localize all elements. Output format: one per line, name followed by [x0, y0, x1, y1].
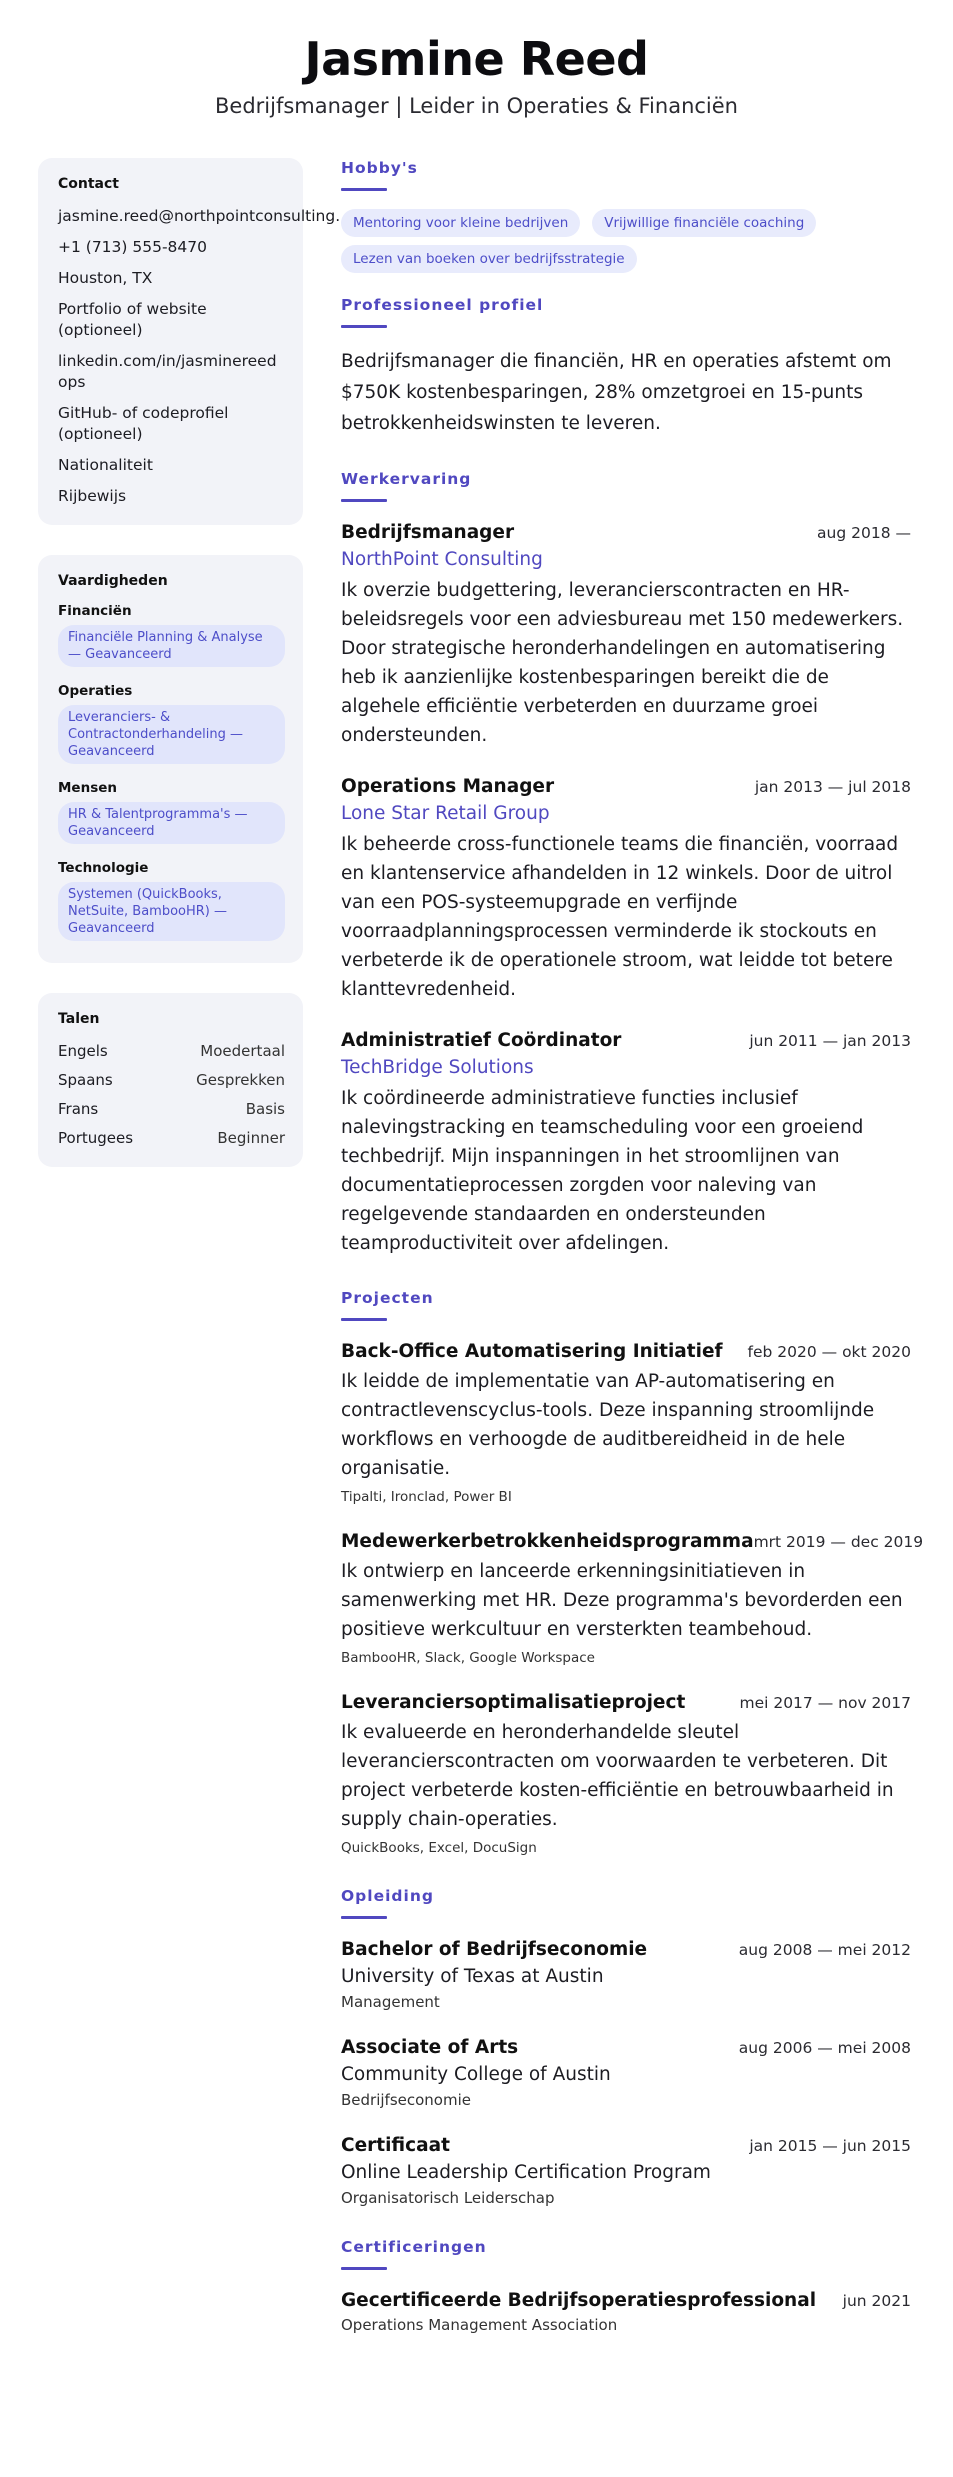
section-divider — [341, 499, 387, 502]
job-role: Administratief Coördinator — [341, 1030, 622, 1051]
language-row — [58, 1128, 285, 1149]
hobby-tag: Lezen van boeken over bedrijfsstrategie — [341, 245, 637, 273]
skill-group-title: Operaties — [58, 683, 133, 699]
section-divider — [341, 1318, 387, 1321]
language-level: Beginner — [217, 1129, 285, 1147]
certification-date: jun 2021 — [842, 2292, 911, 2310]
language-row — [58, 1070, 285, 1091]
project-tools: QuickBooks, Excel, DocuSign — [341, 1840, 537, 1856]
person-name: Jasmine Reed — [304, 32, 649, 86]
education-heading: Opleiding — [341, 1887, 434, 1905]
hobby-list — [341, 209, 911, 273]
projects-heading: Projecten — [341, 1289, 434, 1307]
skill-group-title: Mensen — [58, 780, 118, 796]
education-degree: Bachelor of Bedrijfseconomie — [341, 1939, 648, 1960]
job-company: Lone Star Retail Group — [341, 803, 550, 824]
hobbies-section — [341, 158, 911, 273]
education-date: jan 2015 — jun 2015 — [749, 2137, 911, 2155]
skill-group-title: Financiën — [58, 603, 132, 619]
hobby-tag: Mentoring voor kleine bedrijven — [341, 209, 580, 237]
job-role: Operations Manager — [341, 776, 555, 797]
skills-title: Vaardigheden — [58, 573, 168, 589]
job-description: Ik overzie budgettering, leverancierscontracten en HR-beleidsregels voor een adviesbureau met 150 medewerkers. Door strategische heronderhandelingen en automatisering heb ik aanzienlijke kostenbesparingen bereikt die de algehele efficiëntie verbeterden en duurzame groei ondersteunden. — [341, 580, 904, 746]
contact-nationality: Nationaliteit — [58, 456, 153, 474]
language-name: Engels — [58, 1042, 108, 1060]
language-row — [58, 1041, 285, 1062]
education-date: aug 2006 — mei 2008 — [738, 2039, 911, 2057]
skill-group-title: Technologie — [58, 860, 149, 876]
skill-group — [58, 860, 285, 947]
certification-name: Gecertificeerde Bedrijfsoperatiesprofessional — [341, 2290, 817, 2311]
languages-card — [38, 993, 303, 1167]
profile-section — [341, 295, 911, 439]
main-content — [341, 158, 924, 2358]
person-subtitle: Bedrijfsmanager | Leider in Operaties & Financiën — [215, 94, 738, 118]
project-entry — [341, 1529, 924, 1666]
experience-section — [341, 469, 911, 1258]
project-date: mrt 2019 — dec 2019 — [753, 1533, 924, 1551]
language-name: Spaans — [58, 1071, 113, 1089]
contact-email[interactable]: jasmine.reed@northpointconsulting. — [58, 207, 341, 225]
education-section — [341, 1886, 911, 2207]
contact-linkedin[interactable]: linkedin.com/in/jasminereedops — [58, 352, 277, 391]
education-degree: Certificaat — [341, 2135, 450, 2156]
project-description: Ik ontwierp en lanceerde erkenningsinitiatieven in samenwerking met HR. Deze programma's bevorderden een positieve werkcultuur en versterkten teambehoud. — [341, 1561, 903, 1640]
education-entry — [341, 1937, 911, 2011]
skill-pill: Systemen (QuickBooks, NetSuite, BambooHR) — Geavanceerd — [58, 882, 285, 941]
section-divider — [341, 1916, 387, 1919]
project-tools: BambooHR, Slack, Google Workspace — [341, 1650, 595, 1666]
skill-group — [58, 683, 285, 770]
experience-entry — [341, 774, 911, 1004]
project-tools: Tipalti, Ironclad, Power BI — [341, 1489, 512, 1505]
job-date: aug 2018 — — [817, 524, 911, 542]
projects-section — [341, 1288, 924, 1856]
certification-issuer: Operations Management Association — [341, 2316, 618, 2334]
contact-phone[interactable]: +1 (713) 555-8470 — [58, 238, 208, 256]
job-role: Bedrijfsmanager — [341, 522, 515, 543]
certifications-section — [341, 2237, 911, 2334]
contact-license: Rijbewijs — [58, 487, 127, 505]
project-name: Medewerkerbetrokkenheidsprogramma — [341, 1531, 754, 1552]
education-school: University of Texas at Austin — [341, 1966, 604, 1987]
project-name: Back-Office Automatisering Initiatief — [341, 1341, 723, 1362]
profile-text: Bedrijfsmanager die financiën, HR en operaties afstemt om $750K kostenbesparingen, 28% omzetgroei en 15-punts betrokkenheidswinsten te leveren. — [341, 351, 892, 434]
education-entry — [341, 2035, 911, 2109]
hobbies-heading: Hobby's — [341, 159, 418, 177]
education-school: Online Leadership Certification Program — [341, 2162, 711, 2183]
skill-pill: Leveranciers- & Contractonderhandeling — Geavanceerd — [58, 705, 285, 764]
job-description: Ik coördineerde administratieve functies inclusief nalevingstracking en teamscheduling voor een groeiend techbedrijf. Mijn inspanningen in het stroomlijnen van documentatieprocessen zorgden voor naleving van regelgevende standaarden en ondersteunden teamproductiviteit over afdelingen. — [341, 1088, 864, 1254]
language-name: Frans — [58, 1100, 99, 1118]
certifications-heading: Certificeringen — [341, 2238, 487, 2256]
experience-entry — [341, 1028, 911, 1258]
language-level: Moedertaal — [200, 1042, 285, 1060]
job-company: NorthPoint Consulting — [341, 549, 543, 570]
profile-heading: Professioneel profiel — [341, 296, 544, 314]
sidebar — [38, 158, 341, 1197]
skill-group — [58, 780, 285, 850]
project-entry — [341, 1690, 911, 1856]
skill-pill: HR & Talentprogramma's — Geavanceerd — [58, 802, 285, 844]
language-level: Basis — [245, 1100, 285, 1118]
contact-portfolio[interactable]: Portfolio of website (optioneel) — [58, 300, 207, 339]
experience-entry — [341, 520, 911, 750]
section-divider — [341, 188, 387, 191]
language-name: Portugees — [58, 1129, 134, 1147]
resume-header — [0, 0, 953, 120]
hobby-tag: Vrijwillige financiële coaching — [592, 209, 816, 237]
education-date: aug 2008 — mei 2012 — [738, 1941, 911, 1959]
job-date: jun 2011 — jan 2013 — [749, 1032, 911, 1050]
language-level: Gesprekken — [196, 1071, 285, 1089]
skill-pill: Financiële Planning & Analyse — Geavanceerd — [58, 625, 285, 667]
project-name: Leveranciersoptimalisatieproject — [341, 1692, 686, 1713]
skill-group — [58, 603, 285, 673]
education-school: Community College of Austin — [341, 2064, 611, 2085]
education-entry — [341, 2133, 911, 2207]
education-field: Organisatorisch Leiderschap — [341, 2189, 555, 2207]
skills-card — [38, 555, 303, 963]
job-company: TechBridge Solutions — [341, 1057, 534, 1078]
contact-card — [38, 158, 341, 525]
section-divider — [341, 2267, 387, 2270]
languages-title: Talen — [58, 1011, 100, 1027]
education-degree: Associate of Arts — [341, 2037, 519, 2058]
contact-github[interactable]: GitHub- of codeprofiel (optioneel) — [58, 404, 229, 443]
project-description: Ik leidde de implementatie van AP-automatisering en contractlevenscyclus-tools. Deze inspanning stroomlijnde workflows en verhoogde de auditbereidheid in de hele organisatie. — [341, 1371, 875, 1479]
education-field: Management — [341, 1993, 440, 2011]
project-date: feb 2020 — okt 2020 — [747, 1343, 911, 1361]
section-divider — [341, 325, 387, 328]
project-description: Ik evalueerde en heronderhandelde sleutel leverancierscontracten om voorwaarden te verbeteren. Dit project verbeterde kosten-efficiëntie en betrouwbaarheid in supply chain-operaties. — [341, 1722, 894, 1830]
project-date: mei 2017 — nov 2017 — [739, 1694, 911, 1712]
certification-entry — [341, 2288, 911, 2334]
job-date: jan 2013 — jul 2018 — [754, 778, 911, 796]
job-description: Ik beheerde cross-functionele teams die financiën, voorraad en klantenservice afhandelden in 12 winkels. Door de uitrol van een POS-systeemupgrade en verfijnde voorraadplanningsprocessen verminderde ik stockouts en verbeterde ik de operationele stroom, wat leidde tot betere klanttevredenheid. — [341, 834, 899, 1000]
contact-title: Contact — [58, 176, 119, 192]
language-row — [58, 1099, 285, 1120]
experience-heading: Werkervaring — [341, 470, 472, 488]
education-field: Bedrijfseconomie — [341, 2091, 471, 2109]
project-entry — [341, 1339, 911, 1505]
contact-location: Houston, TX — [58, 269, 153, 287]
